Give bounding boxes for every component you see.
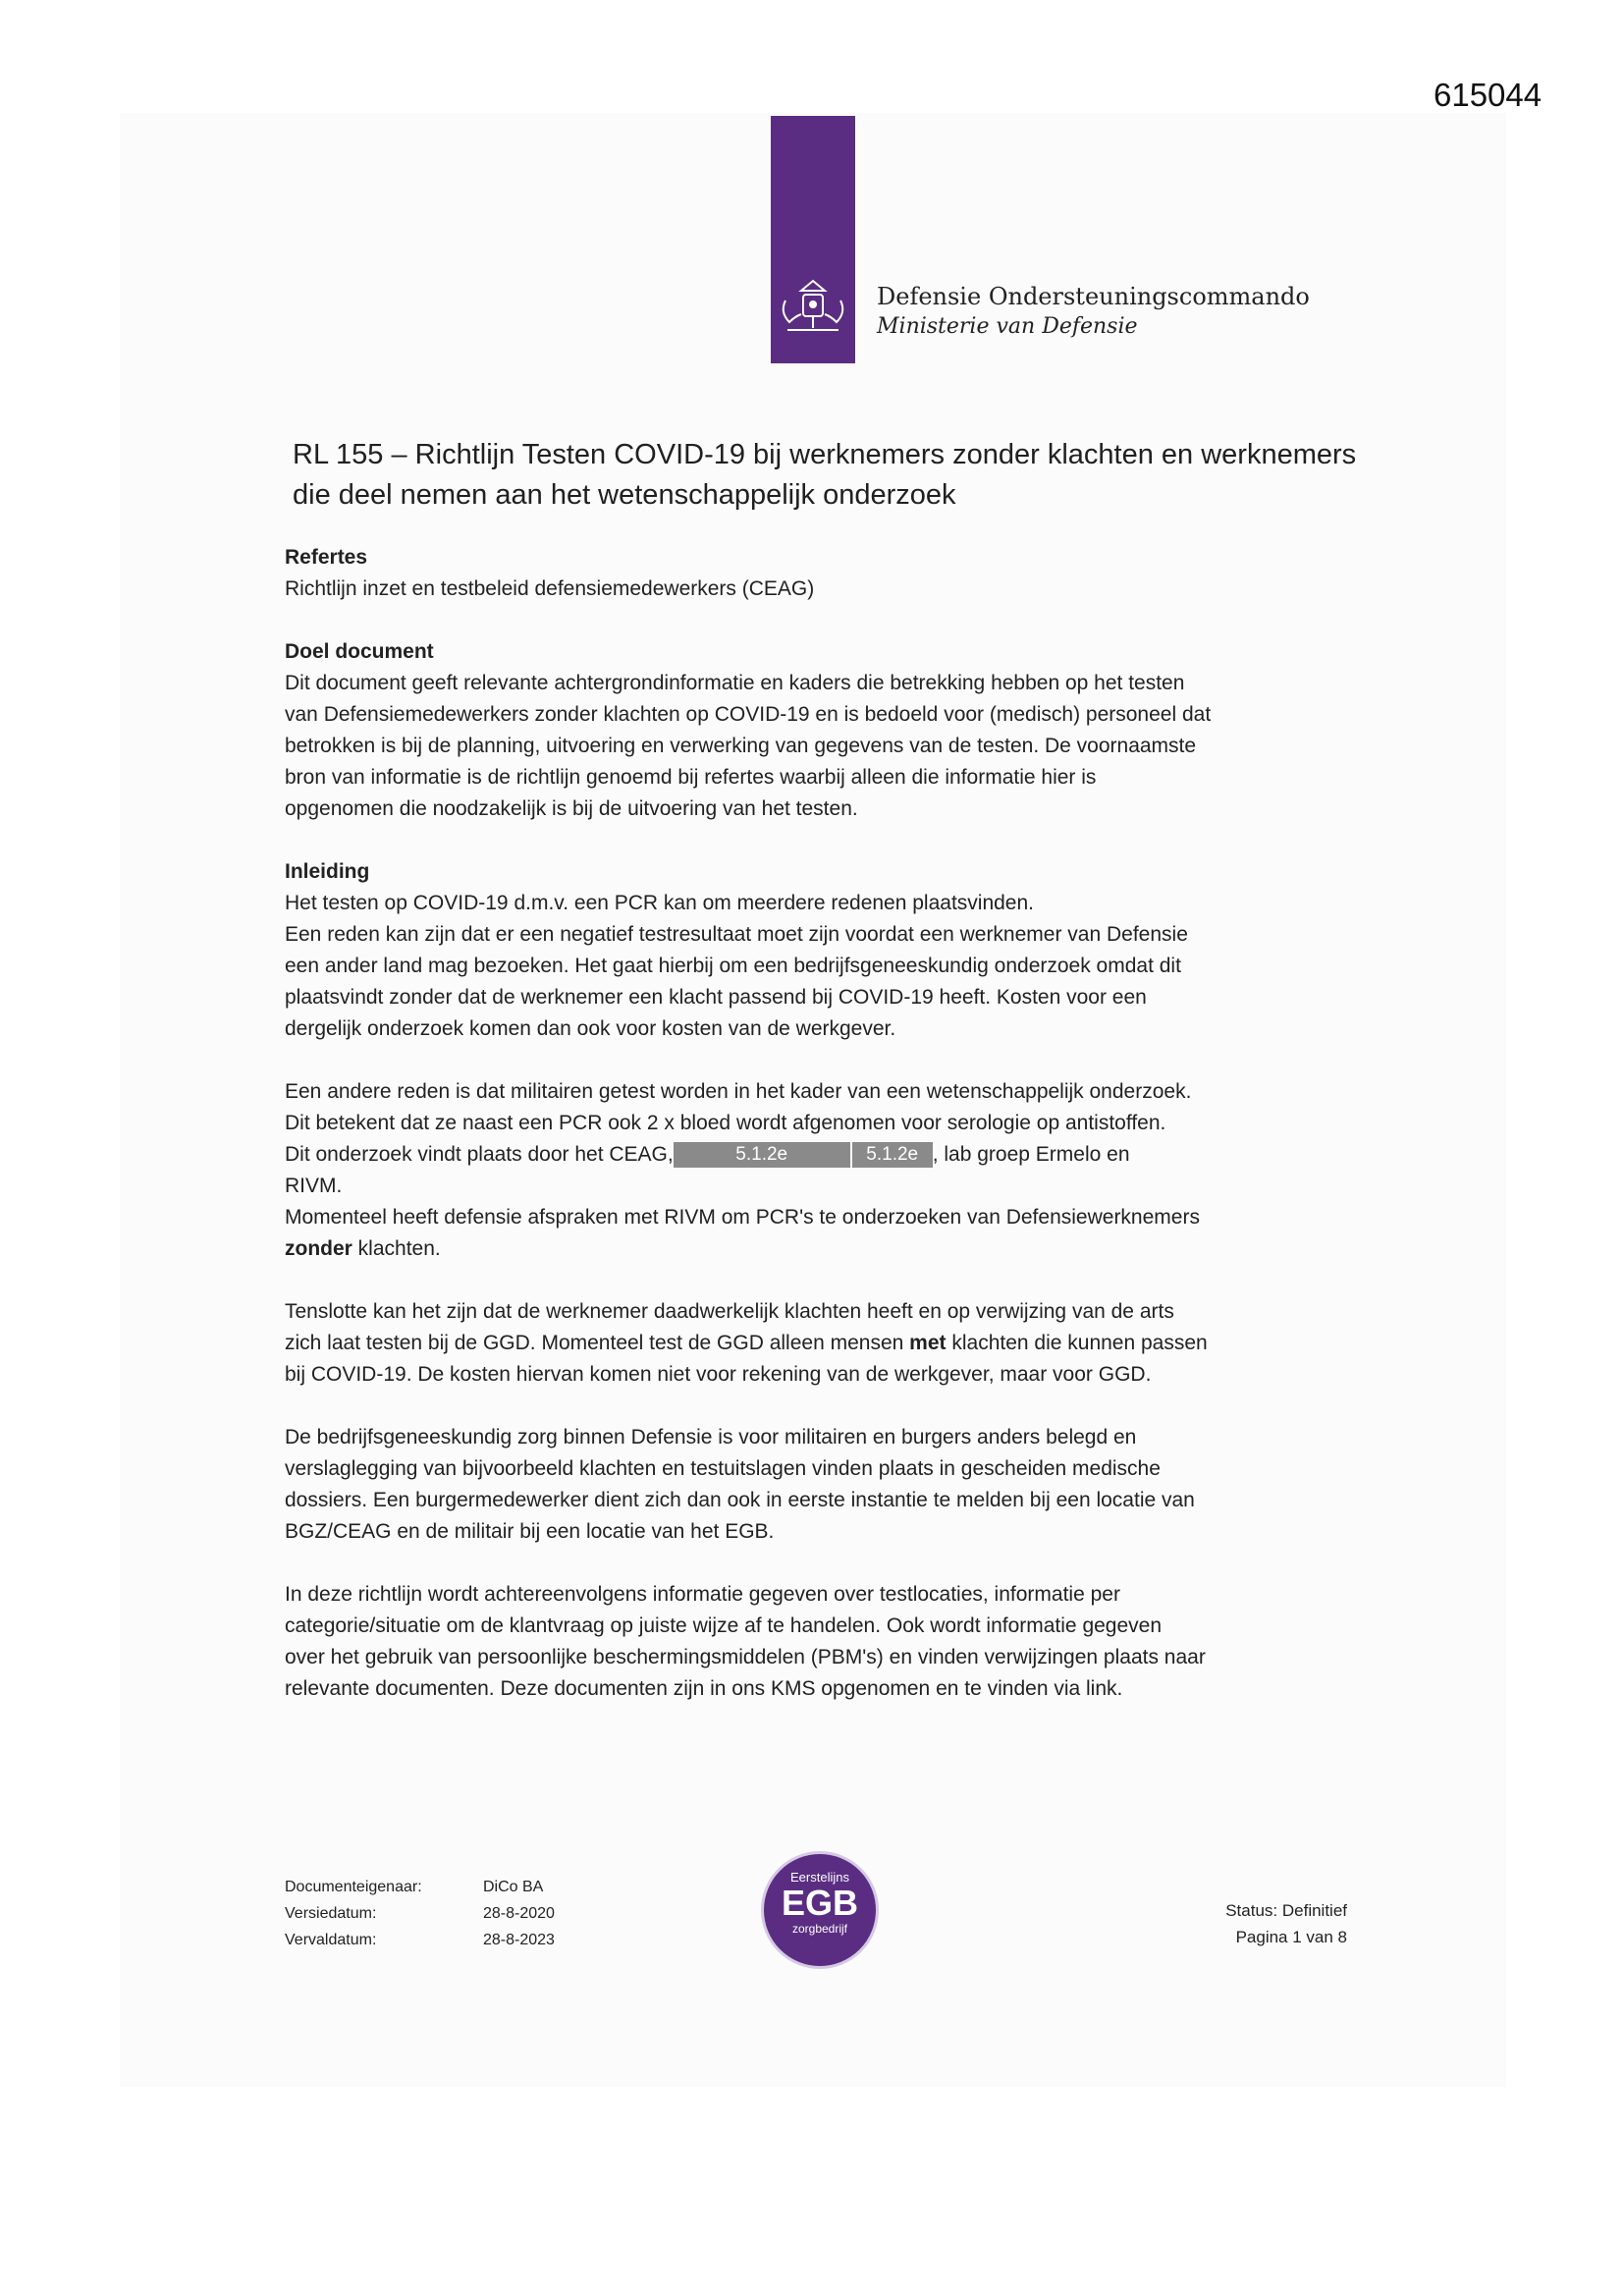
version-value: 28-8-2020 [483, 1905, 555, 1922]
document-body [285, 542, 1365, 1705]
inleiding-line: Een reden kan zijn dat er een negatief testresultaat moet zijn voordat een werknemer van Defensie [285, 923, 1188, 946]
inleiding-line: Het testen op COVID-19 d.m.v. een PCR kan om meerdere redenen plaatsvinden. [285, 892, 1035, 914]
tenslotte-line: Tenslotte kan het zijn dat de werknemer daadwerkelijk klachten heeft en op verwijzing van de arts [285, 1300, 1174, 1323]
crest-icon [772, 277, 854, 338]
inleiding-heading: Inleiding [285, 860, 370, 883]
document-number: 615044 [1434, 77, 1543, 113]
doel-line: bron van informatie is de richtlijn genoemd bij refertes waarbij alleen die informatie hier is [285, 766, 1097, 789]
bedrijf-line: BGZ/CEAG en de militair bij een locatie van het EGB. [285, 1520, 775, 1543]
tenslotte-line: zich laat testen bij de GGD. Momenteel test de GGD alleen mensen met klachten die kunnen passen [285, 1332, 1208, 1354]
doel-line: betrokken is bij de planning, uitvoering en verwerking van gegevens van de testen. De voornaamste [285, 735, 1197, 757]
redaction-block: 5.1.2e [852, 1142, 933, 1168]
doel-line: opgenomen die noodzakelijk is bij de uitvoering van het testen. [285, 797, 858, 820]
egb-logo [761, 1851, 879, 1969]
reden2-pre: Dit onderzoek vindt plaats door het CEAG, [285, 1143, 674, 1166]
egb-top-text: Eerstelijns [790, 1870, 849, 1885]
inleiding-line: plaatsvindt zonder dat de werknemer een klacht passend bij COVID-19 heeft. Kosten voor een [285, 986, 1147, 1009]
owner-value: DiCo BA [483, 1879, 544, 1895]
refertes-text: Richtlijn inzet en testbeleid defensiemedewerkers (CEAG) [285, 577, 815, 600]
inleiding-line: een ander land mag bezoeken. Het gaat hierbij om een bedrijfsgeneeskundig onderzoek omdat dit [285, 955, 1181, 977]
doel-heading: Doel document [285, 640, 434, 663]
reden2-line: Een andere reden is dat militairen getest worden in het kader van een wetenschappelijk onderzoek. [285, 1080, 1192, 1103]
bedrijf-line: verslaglegging van bijvoorbeeld klachten en testuitslagen vinden plaats in gescheiden medische [285, 1457, 1161, 1480]
inleiding-line: dergelijk onderzoek komen dan ook voor kosten van de werkgever. [285, 1017, 896, 1040]
egb-bottom-text: zorgbedrijf [791, 1922, 848, 1936]
reden2-line: Momenteel heeft defensie afspraken met RIVM om PCR's te onderzoeken van Defensiewerknemers [285, 1206, 1200, 1229]
slot-line: over het gebruik van persoonlijke beschermingsmiddelen (PBM's) en vinden verwijzingen plaats naar [285, 1646, 1206, 1668]
bold-word: zonder [285, 1237, 352, 1260]
reden2-post: , lab groep Ermelo en [932, 1143, 1130, 1166]
page-number: Pagina 1 van 8 [1235, 1928, 1347, 1946]
slot-line: In deze richtlijn wordt achtereenvolgens informatie gegeven over testlocaties, informatie per [285, 1583, 1120, 1606]
expiry-label: Vervaldatum: [285, 1932, 377, 1948]
reden2-line-redacted [285, 1139, 1365, 1171]
reden2-line: Dit betekent dat ze naast een PCR ook 2 x bloed wordt afgenomen voor serologie op antistoffen. [285, 1112, 1166, 1134]
title-line-1: RL 155 – Richtlijn Testen COVID-19 bij werknemers zonder klachten en werknemers [293, 439, 1357, 470]
tenslotte-line: bij COVID-19. De kosten hiervan komen niet voor rekening van de werkgever, maar voor GGD. [285, 1363, 1152, 1386]
footer-metadata [285, 1874, 555, 1953]
slot-line: relevante documenten. Deze documenten zijn in ons KMS opgenomen en te vinden via link. [285, 1677, 1123, 1700]
refertes-heading: Refertes [285, 546, 368, 569]
reden2-line: zonder klachten. [285, 1237, 441, 1260]
reden2-line: RIVM. [285, 1175, 343, 1197]
organization-name [877, 283, 1310, 339]
doel-line: van Defensiemedewerkers zonder klachten op COVID-19 en is bedoeld voor (medisch) personeel dat [285, 703, 1212, 726]
redaction-block: 5.1.2e [674, 1142, 850, 1168]
title-line-2: die deel nemen aan het wetenschappelijk onderzoek [293, 479, 956, 511]
org-line-2: Ministerie van Defensie [877, 314, 1138, 339]
bold-word: met [909, 1332, 947, 1354]
egb-mid-text: EGB [781, 1883, 858, 1923]
expiry-value: 28-8-2023 [483, 1932, 555, 1948]
status-text: Status: Definitief [1225, 1901, 1347, 1920]
slot-line: categorie/situatie om de klantvraag op juiste wijze af te handelen. Ook wordt informatie gegeven [285, 1614, 1163, 1637]
org-line-1: Defensie Ondersteuningscommando [877, 283, 1310, 310]
document-title [293, 435, 1422, 516]
bedrijf-line: De bedrijfsgeneeskundig zorg binnen Defensie is voor militairen en burgers anders belegd en [285, 1426, 1137, 1449]
bedrijf-line: dossiers. Een burgermedewerker dient zich dan ook in eerste instantie te melden bij een locatie van [285, 1489, 1195, 1511]
footer-status [1200, 1897, 1347, 1950]
owner-label: Documenteigenaar: [285, 1879, 422, 1895]
doel-line: Dit document geeft relevante achtergrondinformatie en kaders die betrekking hebben op het testen [285, 672, 1185, 694]
version-label: Versiedatum: [285, 1905, 377, 1922]
